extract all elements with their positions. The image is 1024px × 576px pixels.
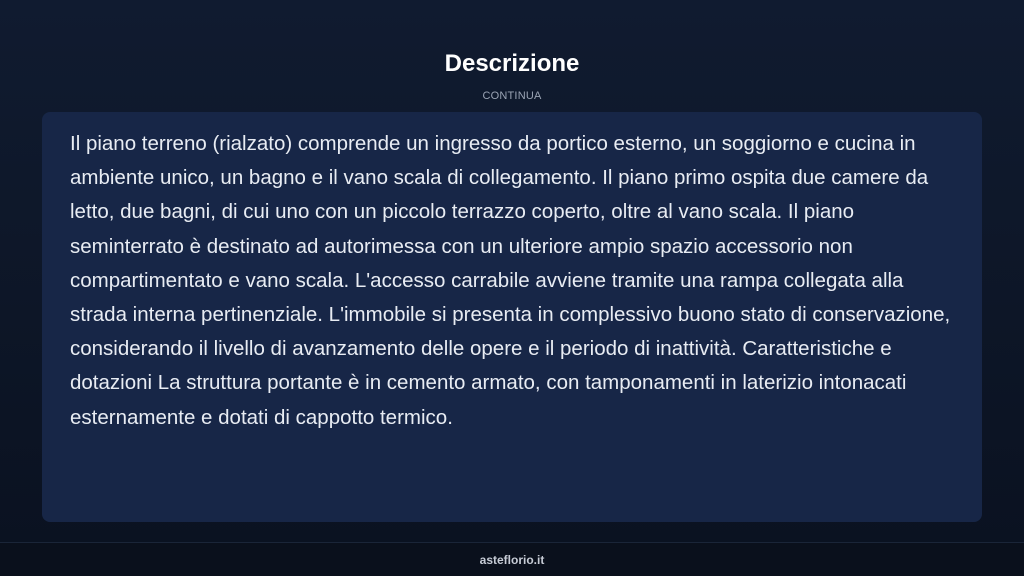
footer-bar xyxy=(0,542,1024,576)
description-card xyxy=(42,112,982,522)
description-text: Il piano terreno (rialzato) comprende un ingresso da portico esterno, un soggiorno e cucina in ambiente unico, un bagno e il vano scala di collegamento. Il piano primo ospita due camere da letto, due bagni, di cui uno con un piccolo terrazzo coperto, oltre al vano scala. Il piano seminterrato è destinato ad autorimessa con un ulteriore ampio spazio accessorio non compartimentato e vano scala. L'accesso carrabile avviene tramite una rampa collegata alla strada interna pertinenziale. L'immobile si presenta in complessivo buono stato di conservazione, considerando il livello di avanzamento delle opere e il periodo di inattività. Caratteristiche e dotazioni La struttura portante è in cemento armato, con tamponamenti in laterizio intonacati esternamente e dotati di cappotto termico. xyxy=(70,132,951,429)
page-title: Descrizione xyxy=(444,50,580,77)
footer-site-label: asteflorio.it xyxy=(479,553,545,567)
page-subtitle: CONTINUA xyxy=(482,90,542,102)
